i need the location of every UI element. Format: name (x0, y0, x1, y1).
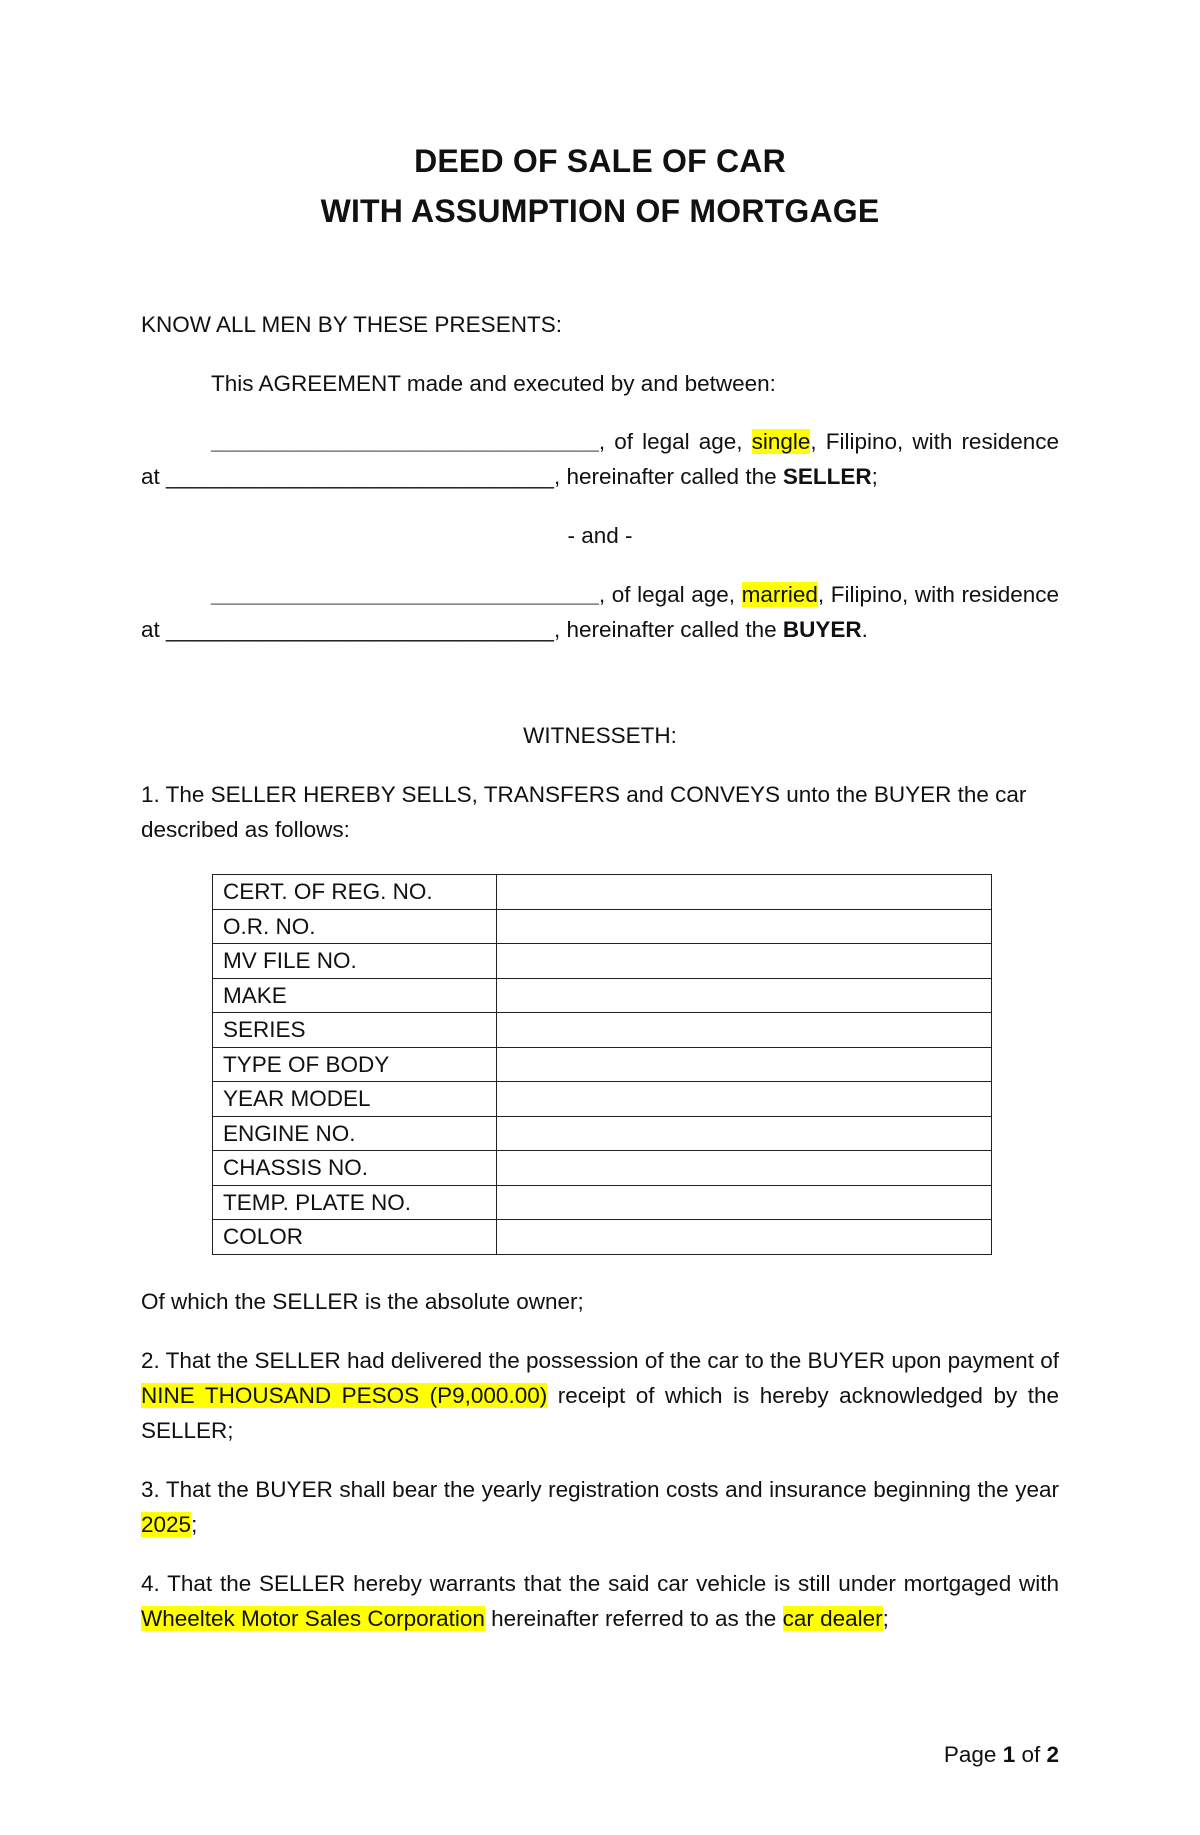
buyer-role: BUYER (782, 617, 862, 642)
car-field-value[interactable] (497, 875, 992, 910)
seller-role: SELLER (782, 464, 872, 489)
owner-line: Of which the SELLER is the absolute owner; (141, 1289, 584, 1314)
car-table-row (213, 875, 992, 910)
car-field-value[interactable] (497, 978, 992, 1013)
seller-name-blank: _______________________________ (211, 429, 599, 454)
car-field-label: YEAR MODEL (213, 1082, 497, 1117)
car-field-value[interactable] (497, 1151, 992, 1186)
car-field-value[interactable] (497, 1082, 992, 1117)
car-table-row (213, 1185, 992, 1220)
car-field-label: MAKE (213, 978, 497, 1013)
car-field-value[interactable] (497, 1047, 992, 1082)
car-field-value[interactable] (497, 1013, 992, 1048)
car-field-label: TEMP. PLATE NO. (213, 1185, 497, 1220)
car-dealer-term: car dealer (782, 1606, 883, 1631)
car-field-value[interactable] (497, 1116, 992, 1151)
car-table-row (213, 1013, 992, 1048)
intro-line: This AGREEMENT made and executed by and between: (211, 371, 776, 396)
car-field-value[interactable] (497, 909, 992, 944)
buyer-name-blank: _______________________________ (211, 582, 599, 607)
car-field-label: ENGINE NO. (213, 1116, 497, 1151)
seller-residence-blank: _______________________________ (166, 464, 554, 489)
car-field-label: MV FILE NO. (213, 944, 497, 979)
car-table-row (213, 909, 992, 944)
car-table-row (213, 1220, 992, 1255)
document-title-line2: WITH ASSUMPTION OF MORTGAGE (320, 193, 880, 229)
witnesseth-heading: WITNESSETH: (523, 723, 677, 748)
mortgagee-company: Wheeltek Motor Sales Corporation (141, 1606, 485, 1631)
car-field-label: SERIES (213, 1013, 497, 1048)
clause-3: 3. That the BUYER shall bear the yearly registration costs and insurance beginning the year 2025; (141, 1477, 1059, 1537)
car-field-label: CHASSIS NO. (213, 1151, 497, 1186)
car-table-row (213, 1082, 992, 1117)
page-number: 1 (1002, 1742, 1016, 1767)
seller-paragraph: _______________________________, of legal age, single, Filipino, with residence at _______________________________, hereinafter called the SELLER; (141, 429, 1059, 489)
car-table-row (213, 1116, 992, 1151)
car-field-value[interactable] (497, 1185, 992, 1220)
car-table-row (213, 1151, 992, 1186)
clause-1: 1. The SELLER HEREBY SELLS, TRANSFERS and CONVEYS unto the BUYER the car described as follows: (141, 782, 1027, 842)
car-table-row (213, 944, 992, 979)
document-title-line1: DEED OF SALE OF CAR (414, 143, 786, 179)
and-separator: - and - (567, 523, 633, 548)
car-field-label: CERT. OF REG. NO. (213, 875, 497, 910)
car-field-value[interactable] (497, 944, 992, 979)
car-table-row (213, 1047, 992, 1082)
registration-year: 2025 (141, 1512, 192, 1537)
page-total: 2 (1046, 1742, 1059, 1767)
clause-2: 2. That the SELLER had delivered the possession of the car to the BUYER upon payment of NINE THOUSAND PESOS (P9,000.00) receipt of which is hereby acknowledged by the SELLER; (141, 1348, 1059, 1443)
buyer-paragraph: _______________________________, of legal age, married, Filipino, with residence at _______________________________, hereinafter called the BUYER. (141, 582, 1059, 642)
clause-4: 4. That the SELLER hereby warrants that the said car vehicle is still under mortgaged with Wheeltek Motor Sales Corporation hereinafter referred to as the car dealer; (141, 1571, 1059, 1631)
car-field-value[interactable] (497, 1220, 992, 1255)
seller-civil-status: single (751, 429, 811, 454)
car-field-label: TYPE OF BODY (213, 1047, 497, 1082)
car-field-label: COLOR (213, 1220, 497, 1255)
payment-amount: NINE THOUSAND PESOS (P9,000.00) (141, 1383, 548, 1408)
know-all-line: KNOW ALL MEN BY THESE PRESENTS: (141, 312, 562, 337)
page-footer: Page 1 of 2 (943, 1742, 1059, 1767)
car-field-label: O.R. NO. (213, 909, 497, 944)
car-details-table (212, 874, 992, 1255)
buyer-residence-blank: _______________________________ (166, 617, 554, 642)
car-table-row (213, 978, 992, 1013)
buyer-civil-status: married (741, 582, 818, 607)
